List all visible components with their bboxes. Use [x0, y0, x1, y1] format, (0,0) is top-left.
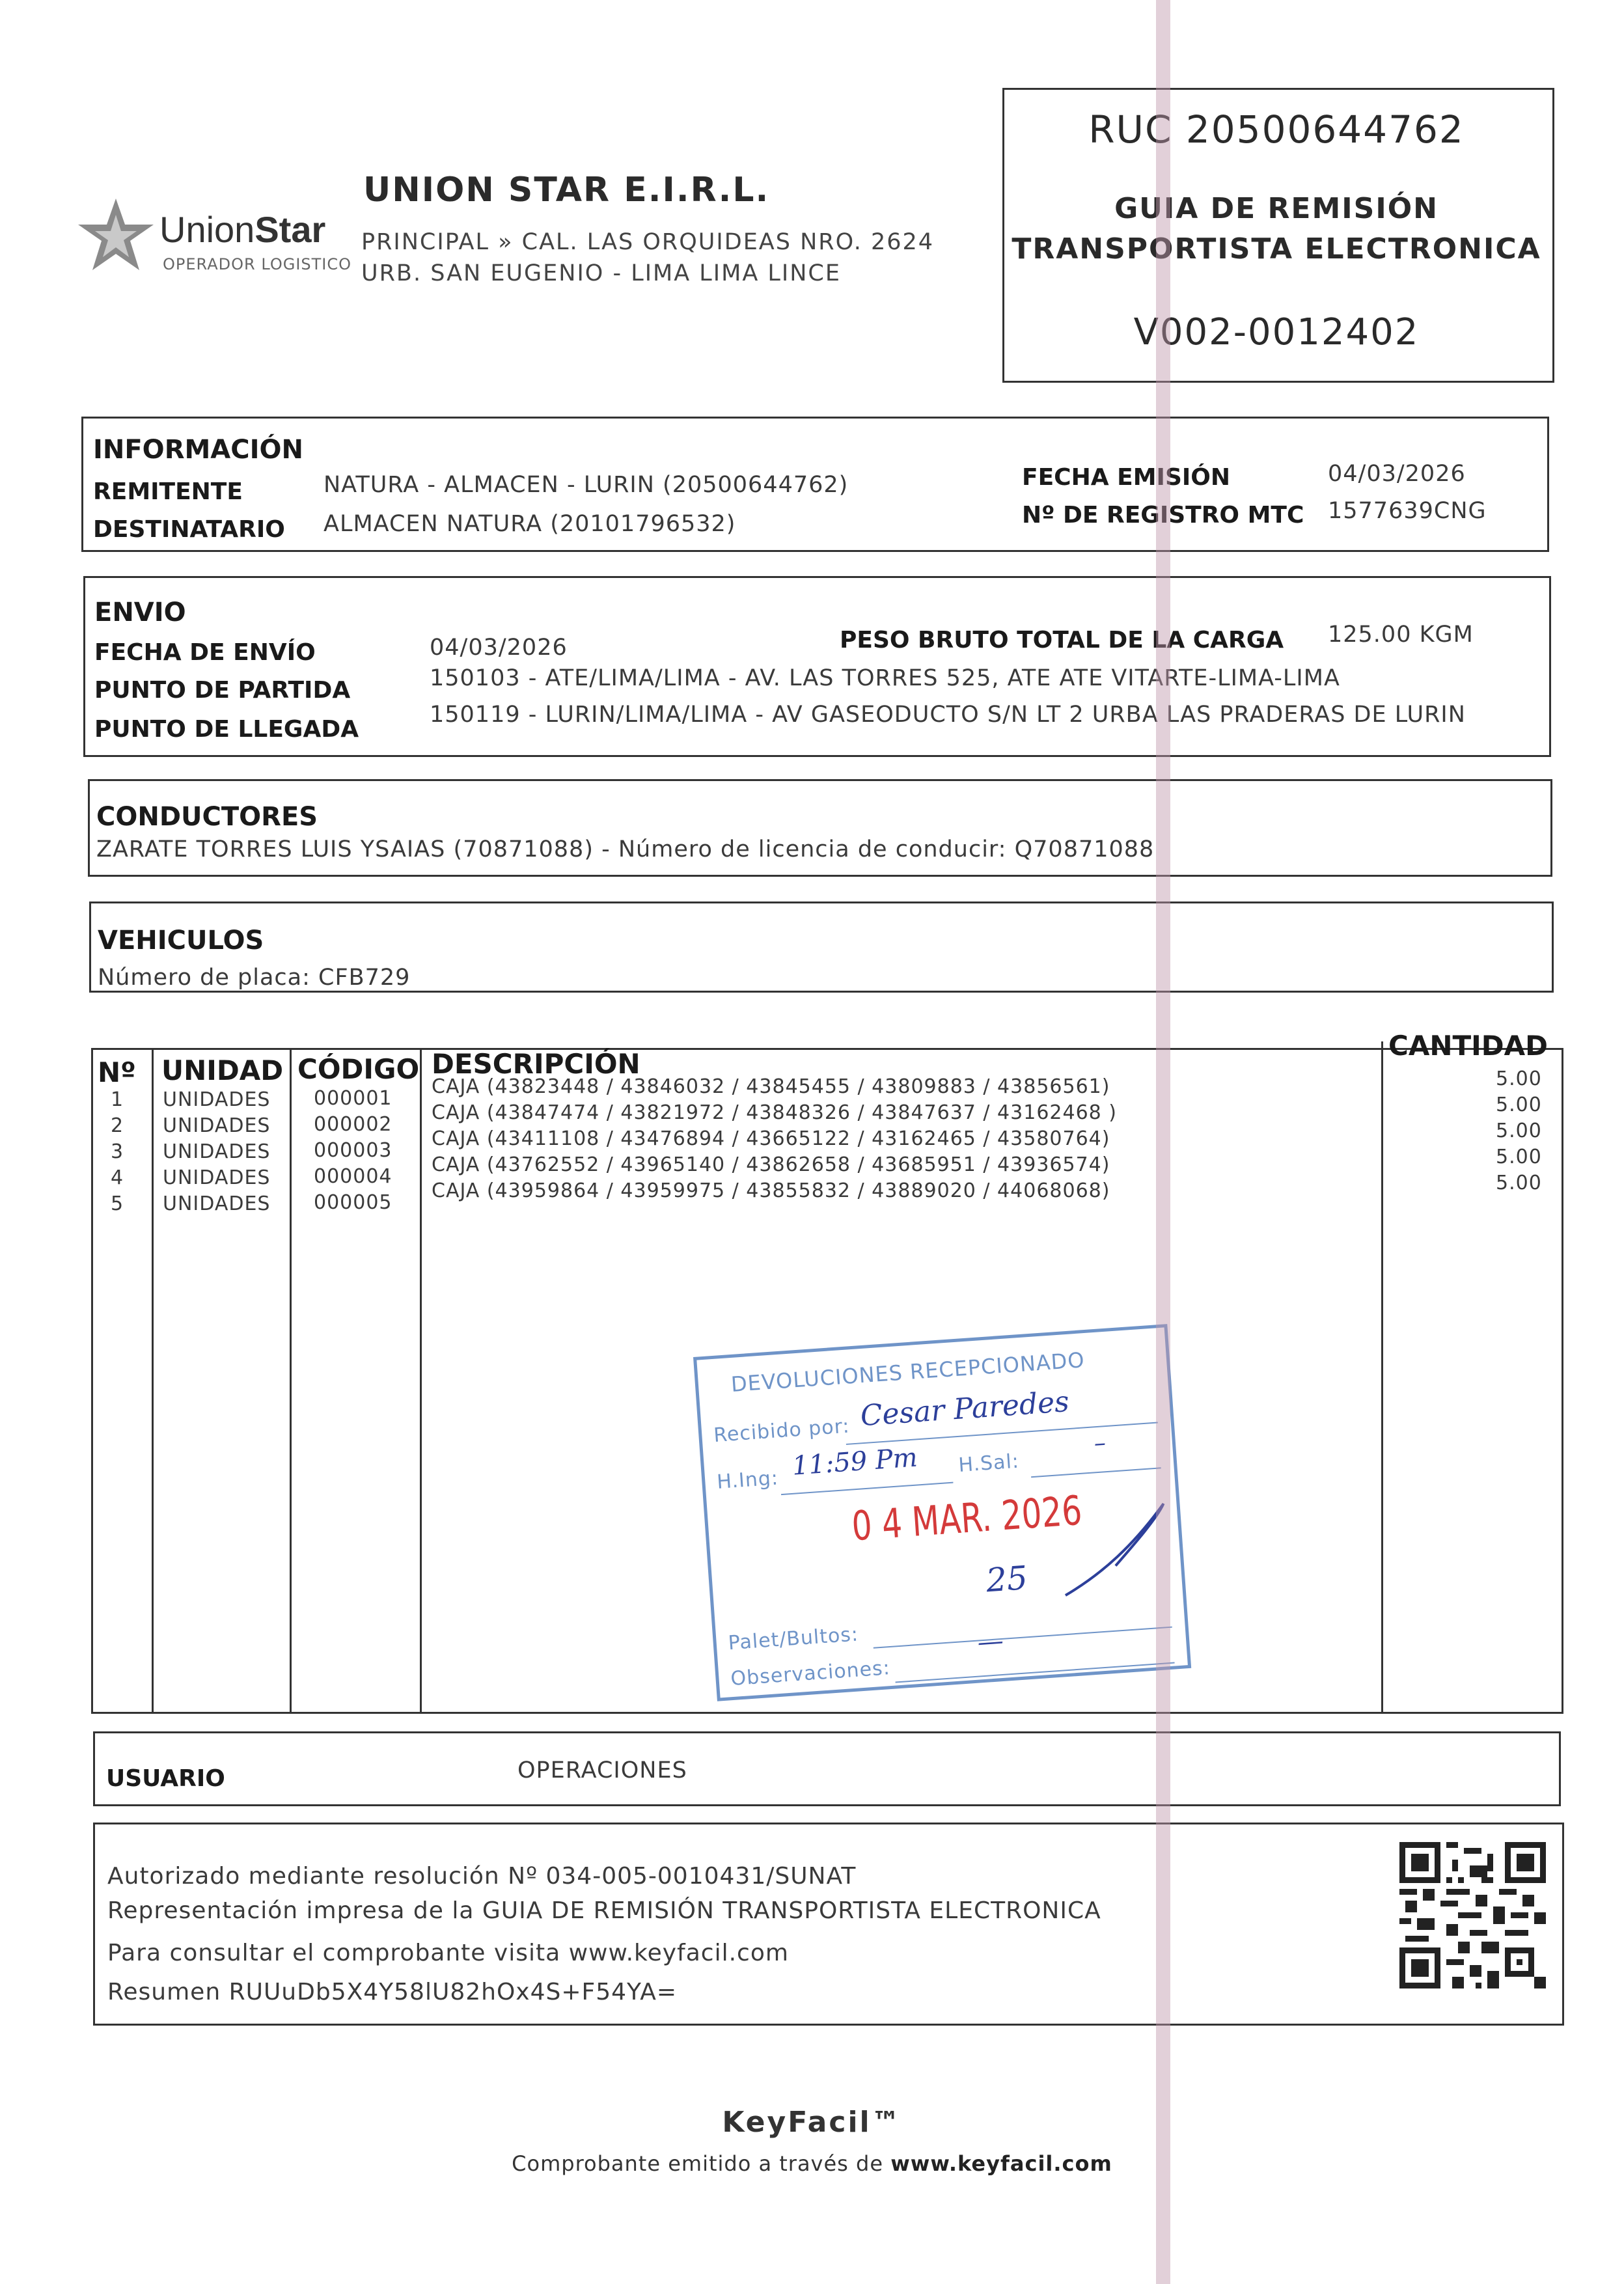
col-divider: [420, 1048, 422, 1714]
stamp-obs-label: Observaciones:: [730, 1657, 891, 1691]
punto-llegada-value: 150119 - LURIN/LIMA/LIMA - AV GASEODUCTO S/N LT 2 URBA LAS PRADERAS DE LURIN: [430, 702, 1466, 728]
row-codigo: 000005: [314, 1191, 392, 1214]
row-unidad: UNIDADES: [163, 1088, 271, 1111]
logo-wordmark: UnionStar: [159, 209, 326, 250]
punto-partida-value: 150103 - ATE/LIMA/LIMA - AV. LAS TORRES 525, ATE ATE VITARTE-LIMA-LIMA: [430, 665, 1340, 691]
footer-brand: KeyFacil™: [722, 2106, 902, 2139]
stamp-recibido-value: Cesar Paredes: [859, 1384, 1071, 1433]
destinatario-label: DESTINATARIO: [93, 516, 285, 543]
document-type-line1: GUIA DE REMISIÓN: [1114, 192, 1438, 225]
row-unidad: UNIDADES: [163, 1140, 271, 1163]
envio-title: ENVIO: [94, 598, 186, 627]
document-number: V002-0012402: [1133, 311, 1420, 353]
row-descripcion: CAJA (43847474 / 43821972 / 43848326 / 43847637 / 43162468 ): [432, 1101, 1117, 1124]
row-n: 2: [111, 1114, 124, 1137]
usuario-label: USUARIO: [106, 1765, 225, 1792]
footer-url[interactable]: www.keyfacil.com: [890, 2151, 1112, 2176]
row-n: 4: [111, 1166, 124, 1189]
header-descripcion: DESCRIPCIÓN: [432, 1048, 640, 1080]
auth-line3: Para consultar el comprobante visita www.keyfacil.com: [107, 1940, 789, 1966]
col-divider: [1381, 1041, 1383, 1714]
row-codigo: 000002: [314, 1113, 392, 1136]
row-cantidad: 5.00: [1496, 1067, 1542, 1090]
row-cantidad: 5.00: [1496, 1120, 1542, 1142]
footer-text-label: Comprobante emitido a través de: [512, 2151, 884, 2176]
stamp-lines: [696, 1327, 1188, 1698]
fecha-emision-label: FECHA EMISIÓN: [1022, 464, 1230, 491]
registro-mtc-label: Nº DE REGISTRO MTC: [1022, 502, 1304, 529]
vehiculos-title: VEHICULOS: [98, 926, 264, 956]
row-codigo: 000003: [314, 1139, 392, 1162]
stamp-palet-label: Palet/Bultos:: [727, 1623, 860, 1655]
row-descripcion: CAJA (43823448 / 43846032 / 43845455 / 43809883 / 43856561): [432, 1075, 1110, 1098]
stamp-hing-value: 11:59 Pm: [791, 1442, 919, 1481]
conductor-detail: ZARATE TORRES LUIS YSAIAS (70871088) - Número de licencia de conducir: Q70871088: [96, 836, 1155, 862]
header-cantidad: CANTIDAD: [1388, 1030, 1548, 1062]
fecha-envio-label: FECHA DE ENVÍO: [94, 639, 316, 666]
row-n: 5: [111, 1192, 124, 1215]
peso-label: PESO BRUTO TOTAL DE LA CARGA: [840, 627, 1284, 654]
stamp-title: DEVOLUCIONES RECEPCIONADO: [730, 1347, 1086, 1397]
usuario-value: OPERACIONES: [517, 1757, 687, 1783]
row-unidad: UNIDADES: [163, 1166, 271, 1189]
row-descripcion: CAJA (43762552 / 43965140 / 43862658 / 43685951 / 43936574): [432, 1153, 1110, 1176]
stamp-date: 0 4 MAR. 2026: [850, 1487, 1084, 1550]
row-cantidad: 5.00: [1496, 1172, 1542, 1194]
registro-mtc-value: 1577639CNG: [1328, 498, 1487, 524]
stamp-recibido-label: Recibido por:: [713, 1414, 851, 1448]
row-codigo: 000004: [314, 1165, 392, 1188]
stamp-palet-value: 25: [985, 1559, 1029, 1600]
row-descripcion: CAJA (43959864 / 43959975 / 43855832 / 43889020 / 44068068): [432, 1179, 1110, 1202]
usuario-section: [93, 1731, 1561, 1806]
reception-stamp: [693, 1324, 1191, 1701]
footer-text: [0, 2151, 1624, 2176]
company-address-line2: URB. SAN EUGENIO - LIMA LIMA LINCE: [361, 260, 841, 286]
auth-line2: Representación impresa de la GUIA DE REMISIÓN TRANSPORTISTA ELECTRONICA: [107, 1897, 1101, 1924]
conductores-title: CONDUCTORES: [96, 802, 318, 832]
logo-tagline: OPERADOR LOGISTICO: [163, 255, 352, 273]
punto-partida-label: PUNTO DE PARTIDA: [94, 677, 351, 704]
stamp-hing-label: H.Ing:: [716, 1466, 780, 1494]
destinatario-value: ALMACEN NATURA (20101796532): [323, 511, 736, 537]
fecha-emision-value: 04/03/2026: [1328, 461, 1466, 487]
row-descripcion: CAJA (43411108 / 43476894 / 43665122 / 43162465 / 43580764): [432, 1127, 1110, 1150]
peso-value: 125.00 KGM: [1328, 622, 1474, 648]
remitente-value: NATURA - ALMACEN - LURIN (20500644762): [323, 472, 849, 498]
row-cantidad: 5.00: [1496, 1146, 1542, 1168]
auth-line1: Autorizado mediante resolución Nº 034-005-0010431/SUNAT: [107, 1863, 857, 1890]
document-type-line2: TRANSPORTISTA ELECTRONICA: [1012, 232, 1541, 266]
remitente-label: REMITENTE: [93, 478, 243, 505]
informacion-title: INFORMACIÓN: [93, 435, 303, 465]
col-divider: [290, 1048, 292, 1714]
header-n: Nº: [98, 1056, 136, 1088]
row-n: 1: [111, 1088, 124, 1111]
row-codigo: 000001: [314, 1087, 392, 1110]
scan-artifact-band: [1156, 0, 1170, 2284]
company-name: UNION STAR E.I.R.L.: [363, 171, 770, 210]
row-cantidad: 5.00: [1496, 1094, 1542, 1116]
stamp-hsal-value: –: [1093, 1429, 1107, 1457]
row-unidad: UNIDADES: [163, 1192, 271, 1215]
auth-line4: Resumen RUUuDb5X4Y58lU82hOx4S+F54YA=: [107, 1979, 678, 2005]
placa-value: Número de placa: CFB729: [98, 965, 411, 991]
punto-llegada-label: PUNTO DE LLEGADA: [94, 716, 359, 743]
stamp-hsal-label: H.Sal:: [957, 1450, 1021, 1477]
header-unidad: UNIDAD: [161, 1054, 284, 1086]
row-n: 3: [111, 1140, 124, 1163]
col-divider: [152, 1048, 154, 1714]
union-star-logo-icon: [77, 199, 155, 283]
fecha-envio-value: 04/03/2026: [430, 635, 568, 661]
qr-code-icon[interactable]: [1399, 1842, 1546, 1988]
row-unidad: UNIDADES: [163, 1114, 271, 1137]
stamp-obs-value: —: [976, 1625, 1005, 1658]
company-address-line1: PRINCIPAL » CAL. LAS ORQUIDEAS NRO. 2624: [361, 229, 935, 255]
header-codigo: CÓDIGO: [297, 1053, 420, 1085]
ruc-number: RUC 20500644762: [1088, 107, 1465, 152]
